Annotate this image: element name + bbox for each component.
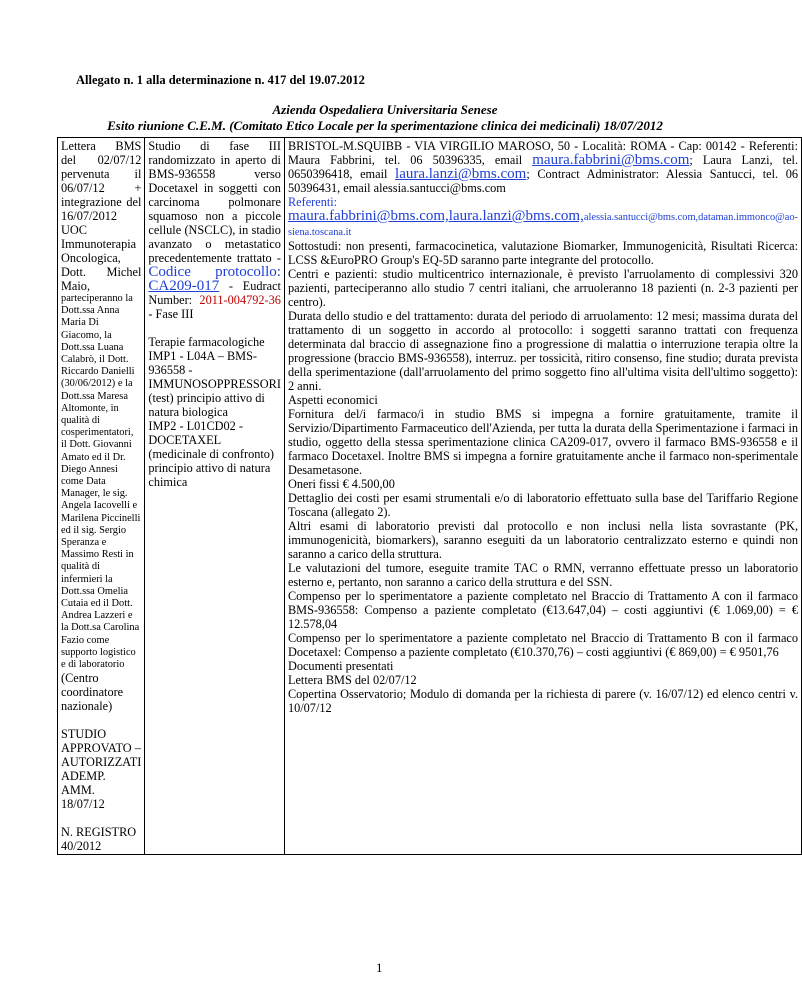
registro-text: N. REGISTRO 40/2012 xyxy=(61,825,137,854)
copertina-text: Copertina Osservatorio; Modulo di domanda per la richiesta di parere (v. 16/07/12) ed elenco centri v. 10/07/12 xyxy=(287,687,799,716)
allegato-heading: Allegato n. 1 alla determinazione n. 417 del 19.07.2012 xyxy=(76,73,365,87)
fornitura-text: Fornitura del/i farmaco/i in studio BMS si impegna a fornire gratuitamente, tramite il Servizio/Dipartimento Farmaceutico dell'Azienda, per tutta la durata della Sperimentazione i farmaci in studio, oggetto della stessa sperimentazione clinica CA209-017, ovvero il farmaco BMS-936558 e il farmaco Docetaxel. Inoltre BMS si impegna a fornire gratuitamente anche il farmaco non-sperimentale Desametasone. xyxy=(287,407,799,478)
uoc-text: UOC Immunoterapia Oncologica, Dott. Michel Maio, xyxy=(61,223,142,293)
centri-text: Centri e pazienti: studio multicentrico internazionale, è previsto l'arruolamento di complessivi 320 pazienti, parteciperanno allo studio 7 centri italiani, che arruoleranno 18 pazienti (n. 2-3 pazienti per centro). xyxy=(287,267,799,310)
durata-text: Durata dello studio e del trattamento: durata del periodo di arruolamento: 12 mesi; massima durata del trattamento di un soggetto in accordo al protocollo: i soggetti saranno trattati con frequenza determinata dal braccio di assegnazione fino a progressione di malattia o interruzione terapia oltre la progressione (braccio BMS-936558), interruz. per tossicità, ritiro consenso, fine studio; durata prevista della sperimentazione (dall'arruolamento del primo soggetto fino all'ultima visita dell'ultimo soggetto): 2 anni. xyxy=(287,309,799,394)
dettaglio-text: Dettaglio dei costi per esami strumentali e/o di laboratorio effettuato sulla base del Tariffario Regione Toscana (allegato 2). xyxy=(287,491,799,520)
valutazioni-text: Le valutazioni del tumore, eseguite tramite TAC o RMN, verranno effettuate presso un laboratorio esterno e, pertanto, non saranno a carico della struttura e del SSN. xyxy=(287,561,799,590)
cell-studio xyxy=(145,138,285,855)
codice-protocollo-link[interactable]: CA209-017 xyxy=(148,278,220,294)
lettera-doc-text: Lettera BMS del 02/07/12 xyxy=(287,673,417,688)
sottostudi-text: Sottostudi: non presenti, farmacocinetica, valutazione Biomarker, Immunogenicità, Risultati Ricerca: LCSS &EuroPRO Group's EQ-5D saranno parte integrante del protocollo. xyxy=(287,239,799,268)
compenso-a-text: Compenso per lo sperimentatore a paziente completato nel Braccio di Trattamento A con il farmaco BMS-936558: Compenso a paziente completato (€13.647,04) – costi aggiuntivi (€ 1.069,00) = € 12.578,04 xyxy=(287,589,799,632)
eudract-number: 2011-004792-36 xyxy=(199,293,281,307)
compenso-b-text: Compenso per lo sperimentatore a paziente completato nel Braccio di Trattamento B con il farmaco Docetaxel: Compenso a paziente completato (€10.370,76) – costi aggiuntivi (€ 869,00) = € 9501,76 xyxy=(287,631,799,660)
referenti-emails: maura.fabbrini@bms.com,laura.lanzi@bms.com,alessia.santucci@bms.com,dataman.immonco@ao-siena.toscana.it xyxy=(287,208,799,239)
table-row xyxy=(58,138,802,855)
study-table xyxy=(57,137,802,855)
referenti-link[interactable]: maura.fabbrini@bms.com,laura.lanzi@bms.com, xyxy=(287,208,584,224)
cell-lettera xyxy=(58,138,145,855)
referenti-label: Referenti: xyxy=(287,195,338,209)
sponsor-text: BRISTOL-M.SQUIBB - VIA VIRGILIO MAROSO, 50 - Località: ROMA - Cap: 00142 - Referenti: Maura Fabbrini, tel. 06 50396335, email maura.fabbrini@bms.com; Laura Lanzi, tel. 0650396418, email laura.lanzi@bms.com; Contract Administrator: Alessia Santucci, tel. 06 50396431, email alessia.santucci@bms.com xyxy=(287,139,799,195)
aspetti-heading: Aspetti economici xyxy=(287,393,378,408)
esito-heading: Esito riunione C.E.M. (Comitato Etico Locale per la sperimentazione clinica dei medicinali) 18/07/2012 xyxy=(107,118,663,133)
codice-label: Codice protocollo: xyxy=(148,264,281,280)
centro-text: (Centro coordinatore nazionale) xyxy=(61,671,124,714)
cell-dettagli xyxy=(284,138,801,855)
email-fabbrini-link[interactable]: maura.fabbrini@bms.com xyxy=(532,152,690,168)
documenti-heading: Documenti presentati xyxy=(287,659,394,674)
partecipanti-text: parteciperanno la Dott.ssa Anna Maria Di Giacomo, la Dott.ssa Luana Calabrò, il Dott. Riccardo Danielli (30/06/2012) e la Dott.ssa Maresa Altomonte, in qualità di cosperimentatori, il Dott. Giovanni Amato ed il Dr. Diego Annesi come Data Manager, le sig. Angela Iacovelli e Marilena Piccinelli ed il sig. Sergio Speranza e Massimo Resti in qualità di infermieri la Dott.ssa Omelia Cutaia ed il Dott. Andrea Lazzeri e la Dott.sa Carolina Fazio come supporto logistico e di laboratorio xyxy=(61,293,141,671)
imp1-text: IMP1 - L04A – BMS-936558 - IMMUNOSOPPRESSORI (test) principio attivo di natura biologica xyxy=(148,349,281,419)
altri-esami-text: Altri esami di laboratorio previsti dal protocollo e non inclusi nella lista sovrastante (PK, immunogenicità, biomarkers), saranno eseguiti da un laboratorio centralizzato esterno e quindi non saranno a carico della struttura. xyxy=(287,519,799,562)
page-number: 1 xyxy=(376,960,383,975)
terapie-heading: Terapie farmacologiche xyxy=(148,335,265,349)
imp2-text: IMP2 - L01CD02 - DOCETAXEL (medicinale di confronto) principio attivo di natura chimica xyxy=(148,419,275,489)
email-lanzi-link[interactable]: laura.lanzi@bms.com xyxy=(395,166,527,182)
oneri-text: Oneri fissi € 4.500,00 xyxy=(287,477,395,492)
study-description: Studio di fase III randomizzato in aperto di BMS-936558 verso Docetaxel in soggetti con carcinoma polmonare squamoso non a piccole cellule (NSCLC), in stadio avanzato o metastatico precedentemente trattato - Codice protocollo: CA209-017 - Eudract Number: 2011-004792-36 - Fase III xyxy=(148,139,281,321)
lettera-text: Lettera BMS del 02/07/12 pervenuta il 06/07/12 + integrazione del 16/07/2012 xyxy=(61,139,142,223)
azienda-heading: Azienda Ospedaliera Universitaria Senese xyxy=(272,102,498,117)
studio-status: STUDIO APPROVATO – AUTORIZZATI ADEMP. AMM. 18/07/12 xyxy=(61,727,142,812)
